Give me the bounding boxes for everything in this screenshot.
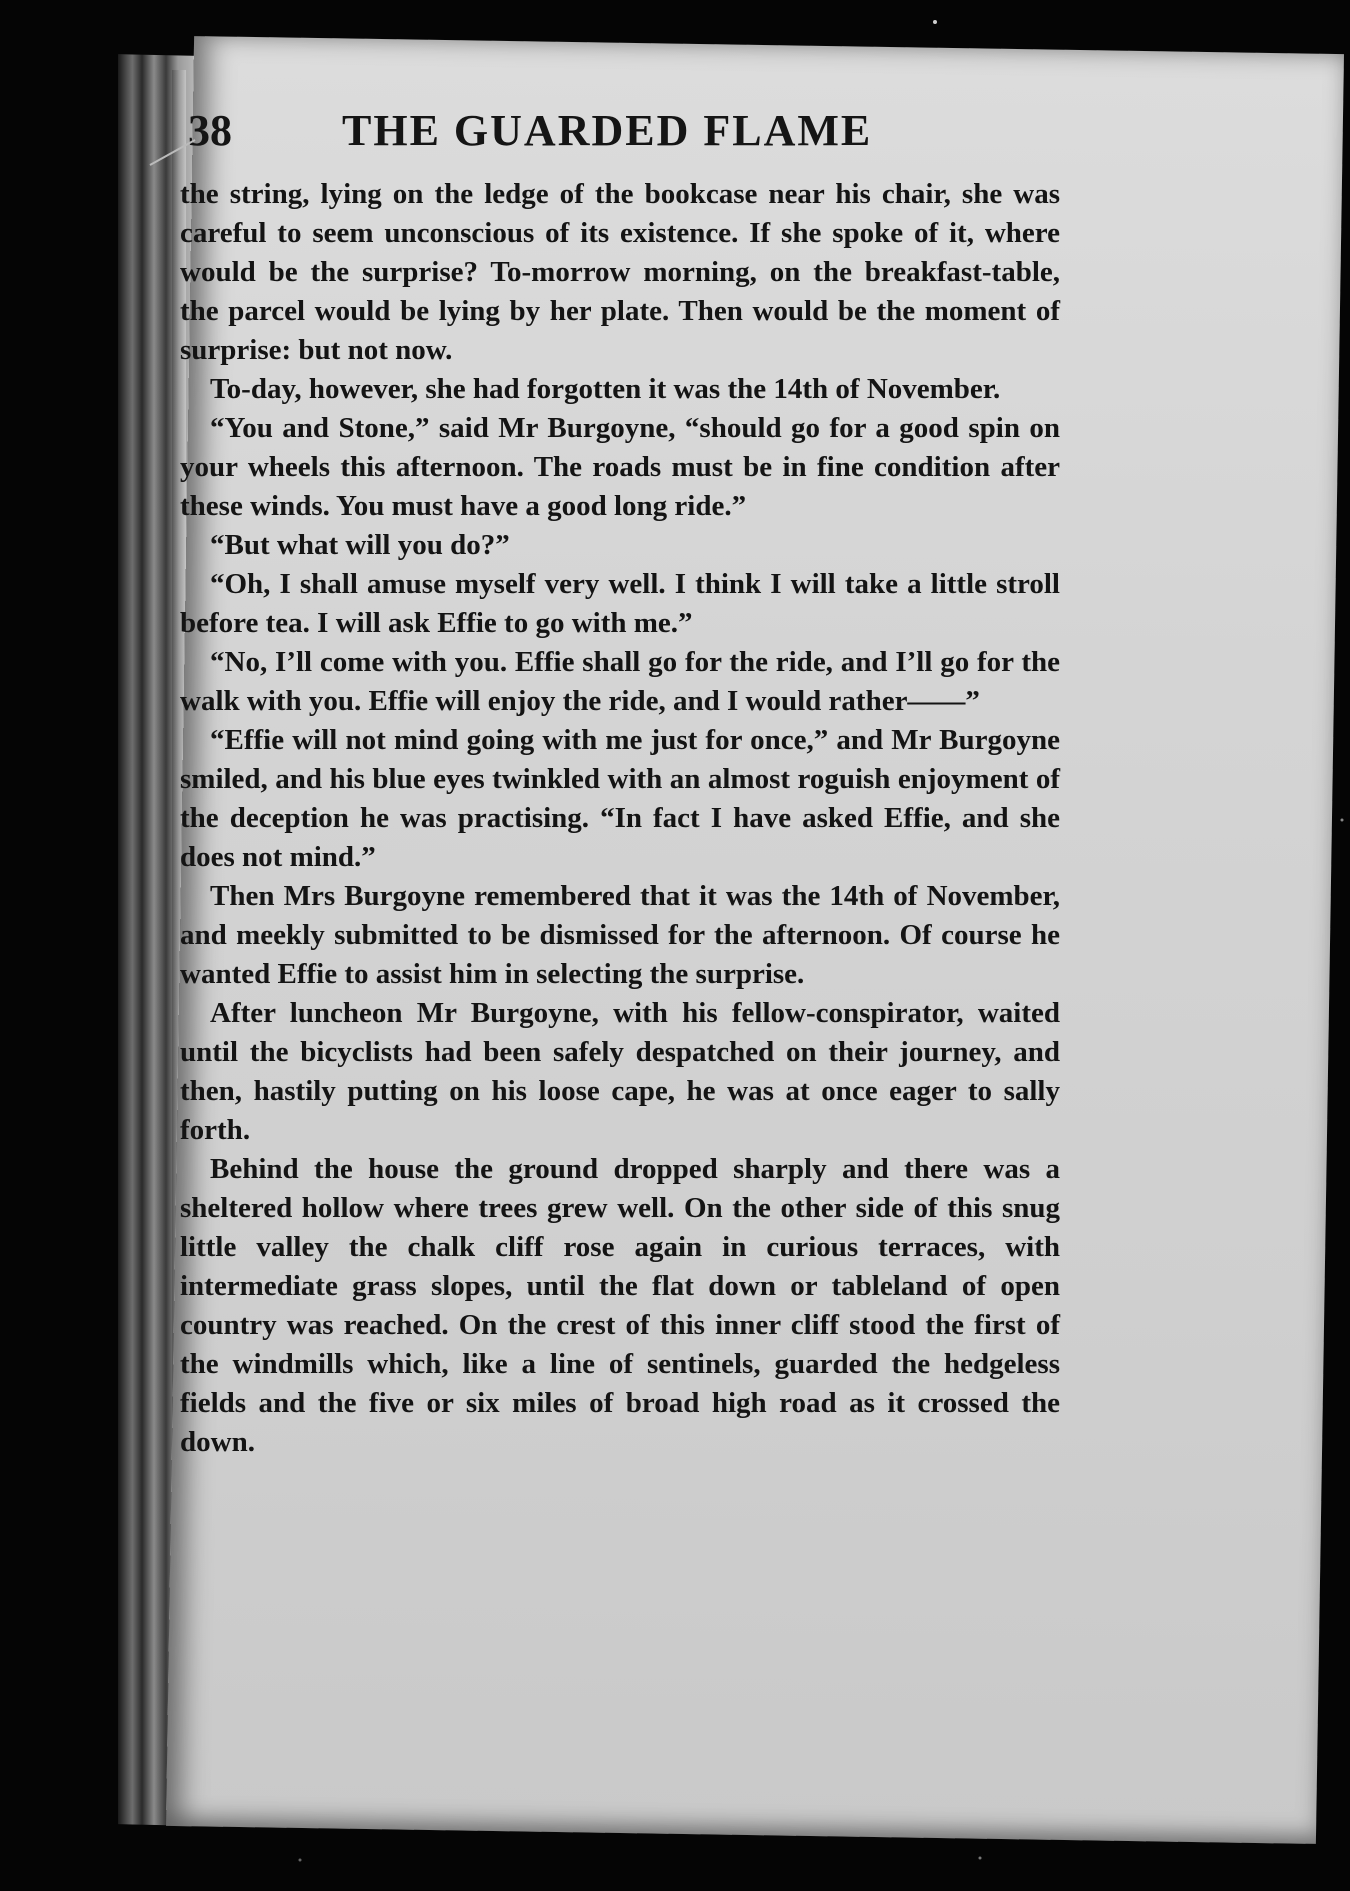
paragraph: “But what will you do?”	[210, 529, 510, 561]
paragraph: “You and Stone,” said Mr Burgoyne, “should go for a good spin on your wheels this afternoon. The roads must be in fine condition after these winds. You must have a good long ride.”	[180, 412, 1060, 522]
paragraph: the string, lying on the ledge of the bookcase near his chair, she was careful to seem unconscious of its existence. If she spoke of it, where would be the surprise? To-morrow morning, on the breakfast-table, the parcel would be lying by her plate. Then would be the moment of surprise: but not now.	[180, 178, 1060, 366]
page-header	[188, 105, 1088, 156]
paragraph: “No, I’ll come with you. Effie shall go for the ride, and I’ll go for the walk with you. Effie will enjoy the ride, and I would rather——”	[180, 646, 1060, 717]
paragraph: To-day, however, she had forgotten it was the 14th of November.	[210, 373, 1001, 405]
running-title: THE GUARDED FLAME	[342, 106, 873, 155]
body-text	[180, 175, 1060, 1462]
paragraph: “Effie will not mind going with me just for once,” and Mr Burgoyne smiled, and his blue eyes twinkled with an almost roguish enjoyment of the deception he was practising. “In fact I have asked Effie, and she does not mind.”	[180, 724, 1060, 873]
paragraph: Then Mrs Burgoyne remembered that it was the 14th of November, and meekly submitted to be dismissed for the afternoon. Of course he wanted Effie to assist him in selecting the surprise.	[180, 880, 1060, 990]
paragraph: Behind the house the ground dropped sharply and there was a sheltered hollow where trees grew well. On the other side of this snug little valley the chalk cliff rose again in curious terraces, with intermediate grass slopes, until the flat down or tableland of open country was reached. On the crest of this inner cliff stood the first of the windmills which, like a line of sentinels, guarded the hedgeless fields and the five or six miles of broad high road as it crossed the down.	[180, 1153, 1060, 1458]
paragraph: After luncheon Mr Burgoyne, with his fellow-conspirator, waited until the bicyclists had been safely despatched on their journey, and then, hastily putting on his loose cape, he was at once eager to sally forth.	[180, 997, 1060, 1146]
page-number: 38	[188, 106, 232, 155]
paragraph: “Oh, I shall amuse myself very well. I think I will take a little stroll before tea. I will ask Effie to go with me.”	[180, 568, 1060, 639]
